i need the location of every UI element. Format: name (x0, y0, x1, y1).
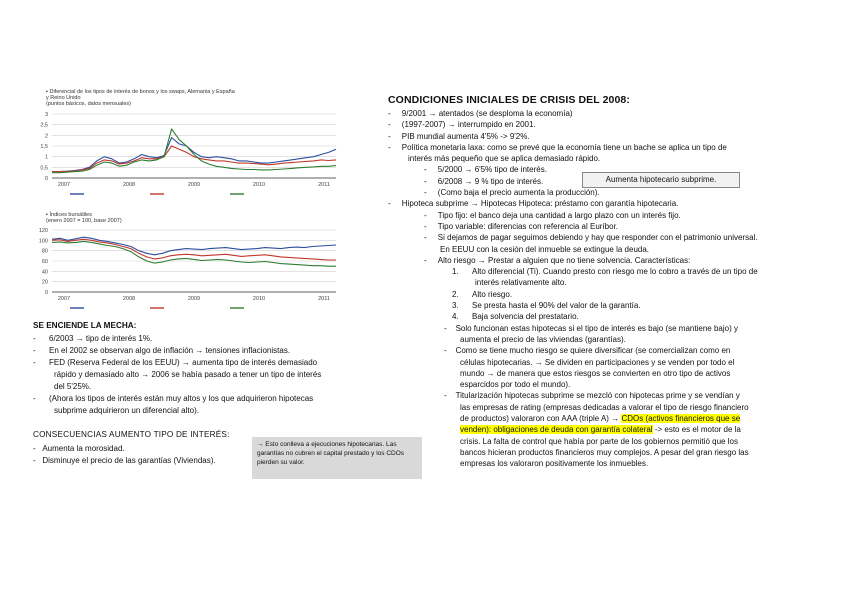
list-item (388, 368, 758, 379)
conditions-list (388, 108, 758, 470)
highlight-text: CDOs (activos financieros que se (621, 414, 741, 424)
list-item: - Si dejamos de pagar seguimos debiendo y hay que responder con el patrimonio universal. (424, 233, 758, 243)
y-tick-label: 2,5 (40, 122, 48, 129)
list-item (388, 436, 758, 447)
consecuencias-list (33, 443, 216, 467)
list-item-text: interés relativamente alto. (475, 278, 567, 288)
y-tick-label: 1,5 (40, 144, 48, 150)
list-item: - (1997-2007) → interrumpido en 2001. (388, 120, 536, 130)
list-item: - Política monetaria laxa: como se prevé que la economía tiene un bache se aplica un tipo de (388, 142, 727, 152)
x-tick-label: 2008 (122, 182, 136, 188)
list-item-text: las empresas de rating (empresas dedicadas a valorar el tipo de riesgo financiero (460, 402, 749, 412)
list-item-text: Alto riesgo → Prestar a alguien que no tiene solvencia. Características: (437, 255, 691, 265)
list-item: - (Como baja el precio aumenta la producción). (424, 188, 600, 198)
y-tick-label: 60 (41, 259, 48, 265)
list-item-text: FED (Reserva Federal de los EEUU) → aumenta tipo de interés demasiado (49, 358, 318, 367)
list-item: - En el 2002 se observan algo de inflación → tensiones inflacionistas. (33, 346, 291, 355)
mecha-list (33, 333, 321, 417)
y-tick-label: 20 (41, 279, 48, 286)
list-item: - 9/2001 → atentados (se desploma la economía) (388, 109, 573, 118)
list-item-text: PIB mundial aumenta 4'5% -> 9'2%. (401, 131, 530, 141)
list-item-text: Titularización hipotecas subprime se mezcló con hipotecas prime y se vendían y (455, 391, 740, 401)
x-tick-label: 2009 (187, 182, 201, 188)
list-item: - PIB mundial aumenta 4'5% -> 9'2%. (388, 131, 530, 141)
y-tick-label: 100 (38, 238, 48, 245)
y-tick-label: 3 (44, 112, 48, 118)
list-item (388, 153, 758, 164)
list-item-text: Alto riesgo. (472, 289, 513, 299)
list-item-text: Solo funcionan estas hipotecas si el tipo de interés es bajo (se mantiene bajo) y (455, 323, 738, 333)
list-item (33, 381, 321, 393)
y-tick-label: 120 (38, 228, 48, 234)
list-item-text: Tipo variable: diferencias con referencia al Euríbor. (437, 221, 619, 231)
list-item (388, 458, 758, 469)
chart-top-caption (46, 89, 346, 107)
list-item (33, 405, 321, 417)
consecuencias-heading: CONSECUENCIAS AUMENTO TIPO DE INTERÉS: (33, 430, 230, 439)
list-item-text: 5/2000 → 6'5% tipo de interés. (437, 165, 547, 175)
list-item-text: Tipo fijo: el banco deja una cantidad a largo plazo con un interés fijo. (437, 210, 681, 220)
x-tick-label: 2011 (318, 296, 330, 302)
list-item-text: (1997-2007) → interrumpido en 2001. (401, 120, 536, 130)
list-item-text: Como se tiene mucho riesgo se quiere diversificar (se comercializan como en (455, 346, 731, 356)
list-item-text: empresas los valoraron positivamente los inmuebles. (460, 459, 649, 469)
list-item-text: Baja solvencia del prestatario. (472, 312, 579, 322)
x-tick-label: 2010 (252, 296, 266, 302)
list-item-text: Disminuye el precio de las garantías (Viviendas). (42, 456, 216, 465)
chart-bottom-caption-line: (enero 2007 = 100, base 2007) (46, 218, 122, 224)
list-item: - FED (Reserva Federal de los EEUU) → aumenta tipo de interés demasiado (33, 358, 318, 367)
list-item-text: células hipotecarias. → Se dividen en participaciones y se venden por todo el (460, 357, 735, 367)
x-tick-label: 2011 (318, 182, 330, 188)
list-item-text: 6/2008 → 9 % tipo de interés. (437, 176, 544, 186)
list-item-text: 6/2003 → tipo de interés 1%. (49, 334, 153, 343)
list-item: - Hipoteca subprime → Hipotecas Hipoteca: préstamo con garantía hipotecaria. (388, 199, 679, 209)
list-item (33, 369, 321, 381)
list-item-text: (Como baja el precio aumenta la producción). (437, 188, 600, 198)
x-tick-label: 2010 (252, 182, 266, 188)
series-line-3 (52, 241, 336, 266)
list-item: - Como se tiene mucho riesgo se quiere diversificar (se comercializan como en (444, 346, 731, 356)
series-line-1 (52, 237, 336, 255)
list-item-text: Política monetaria laxa: como se prevé que la economía tiene un bache se aplica un tipo de (401, 142, 727, 152)
line-chart-spreads (38, 108, 338, 198)
chart-top-caption-line: ▪ Diferencial de los tipos de interés de bonos y los swaps, Alemania y España (46, 89, 235, 95)
list-item-text: rápido y demasiado alto → 2006 se había pasado a tener un tipo de interés (54, 370, 322, 379)
x-tick-label: 2008 (122, 296, 136, 302)
list-item-text: En el 2002 se observan algo de inflación → tensiones inflacionistas. (49, 346, 291, 355)
list-item (388, 402, 758, 413)
x-tick-label: 2007 (57, 296, 71, 302)
list-item (388, 447, 758, 458)
y-tick-label: 2 (44, 133, 48, 140)
list-item: 2. Alto riesgo. (452, 289, 513, 299)
list-item: 1. Alto diferencial (Ti). Cuando presto con riesgo me lo cobro a través de un tipo de (452, 267, 758, 277)
y-tick-label: 0 (44, 176, 48, 182)
list-item-text: bancos hicieran productos financieros muy complejos. A pesar del gran riesgo las (460, 447, 749, 457)
list-item (388, 357, 758, 368)
list-item-text: Si dejamos de pagar seguimos debiendo y hay que responder con el patrimonio universal. (437, 233, 758, 243)
y-tick-label: 0,5 (40, 165, 48, 172)
list-item-text: de productos) valoraron con AAA (triple A) → (460, 414, 620, 424)
list-item: - 6/2003 → tipo de interés 1%. (33, 334, 153, 343)
list-item (388, 424, 758, 435)
list-item: - Disminuye el precio de las garantías (Viviendas). (33, 456, 216, 465)
list-item (388, 379, 758, 390)
chart-top-caption-line: y Reino Unido (46, 95, 81, 101)
chart-bottom-caption (46, 212, 346, 224)
y-tick-label: 80 (41, 248, 48, 255)
y-tick-label: 1 (44, 154, 48, 161)
list-item-text: En EEUU con la cesión del inmueble se extingue la deuda. (440, 244, 650, 254)
page-title: CONDICIONES INICIALES DE CRISIS DEL 2008: (388, 94, 630, 106)
list-item: - (Ahora los tipos de interés están muy altos y los que adquirieron hipotecas (33, 394, 314, 403)
list-item: 4. Baja solvencia del prestatario. (452, 312, 579, 322)
line-chart-stock-indices (38, 224, 338, 312)
callout-box: Aumenta hipotecario subprime. (582, 172, 740, 188)
x-tick-label: 2009 (187, 296, 201, 302)
list-item-text: del 5'25%. (54, 382, 92, 391)
list-item: - Alto riesgo → Prestar a alguien que no tiene solvencia. Características: (424, 255, 691, 265)
list-item-text: crisis. La falta de control que había por parte de los gobiernos permitió que los (460, 436, 738, 446)
list-item-text: Alto diferencial (Ti). Cuando presto con riesgo me lo cobro a través de un tipo de (472, 267, 758, 277)
list-item-text: Aumenta la morosidad. (42, 444, 125, 453)
list-item (388, 277, 758, 288)
x-tick-label: 2007 (57, 182, 71, 188)
note-box: → Esto conlleva a ejecuciones hipotecarias. Las garantías no cubren el capital prestado y los CDOs pierden su valor. (252, 437, 422, 479)
y-tick-label: 40 (41, 269, 48, 276)
list-item-text: subprime adquirieron un diferencial alto). (54, 406, 199, 415)
list-item (388, 334, 758, 345)
list-item (388, 413, 758, 424)
list-item: - 6/2008 → 9 % tipo de interés. (424, 176, 544, 186)
chart-bottom-caption-line: ▪ Índices bursátiles (46, 212, 92, 218)
mecha-heading: SE ENCIENDE LA MECHA: (33, 321, 137, 330)
chart-top-caption-line: (puntos básicos, datos mensuales) (46, 101, 131, 107)
list-item-text: Se presta hasta el 90% del valor de la garantía. (472, 301, 641, 311)
list-item-text: aumenta el precio de las viviendas (garantías). (460, 334, 626, 344)
list-item: - Tipo fijo: el banco deja una cantidad a largo plazo con un interés fijo. (424, 210, 681, 220)
list-item: - Solo funcionan estas hipotecas si el tipo de interés es bajo (se mantiene bajo) y (444, 323, 738, 333)
list-item-text: mundo → de manera que estos riesgos se convierten en otro tipo de activos (460, 368, 731, 378)
highlight-text: venden): obligaciones de deuda con garantía colateral (460, 425, 653, 435)
y-tick-label: 0 (44, 290, 48, 296)
list-item: - 5/2000 → 6'5% tipo de interés. (424, 165, 547, 175)
list-item-text: (Ahora los tipos de interés están muy altos y los que adquirieron hipotecas (49, 394, 314, 403)
list-item-text: -> esto es el motor de la (654, 425, 741, 435)
list-item-text: interés más pequeño que se aplica demasiado rápido. (408, 154, 601, 164)
list-item: 3. Se presta hasta el 90% del valor de la garantía. (452, 301, 641, 311)
list-item-text: esparcidos por todo el mundo). (460, 380, 571, 390)
list-item: - Aumenta la morosidad. (33, 444, 125, 453)
list-item: - Tipo variable: diferencias con referencia al Euríbor. (424, 221, 619, 231)
list-item (388, 244, 758, 255)
list-item-text: Hipoteca subprime → Hipotecas Hipoteca: préstamo con garantía hipotecaria. (401, 199, 679, 209)
list-item: - Titularización hipotecas subprime se mezcló con hipotecas prime y se vendían y (444, 391, 740, 401)
list-item-text: 9/2001 → atentados (se desploma la economía) (401, 109, 573, 118)
